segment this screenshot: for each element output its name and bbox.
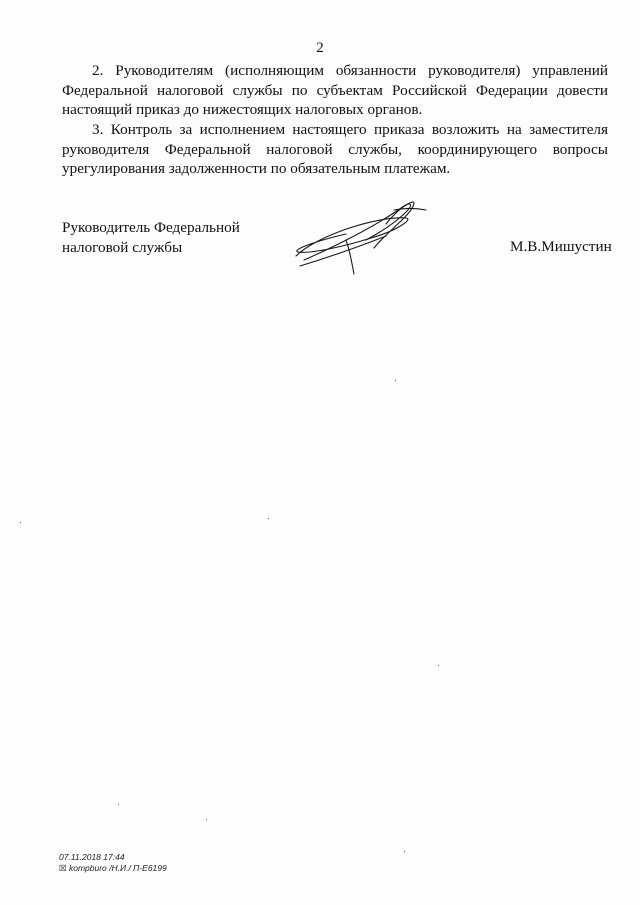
signer-title-line-2: налоговой службы [62,238,183,256]
footer-timestamp: 07.11.2018 17:44 [59,852,125,862]
scan-speck [206,819,207,820]
paragraph-item-2: 2. Руководителям (исполняющим обязанности руководителя) управлений Федеральной налоговой службы по субъектам Российской Федерации довести настоящий приказ до нижестоящих налоговых органов. [62,62,608,118]
scan-speck [118,804,119,805]
page-number: 2 [316,40,324,56]
handwritten-signature [286,196,436,276]
signer-title [62,218,240,257]
scan-speck [438,665,439,666]
footer-reference: ☒ kompburo /Н.И./ П-Е6199 [59,863,167,873]
signer-title-line-1: Руководитель Федеральной [62,219,240,236]
scan-speck [404,851,405,852]
scan-speck [20,522,21,523]
scan-speck [395,380,396,381]
document-footer [59,852,167,874]
paragraph-item-3: 3. Контроль за исполнением настоящего приказа возложить на заместителя руководителя Федеральной налоговой службы, координирующего вопросы урегулирования задолженности по обязательным платежам. [62,121,608,177]
scan-speck [268,518,269,519]
signer-name: М.В.Мишустин [510,238,612,255]
